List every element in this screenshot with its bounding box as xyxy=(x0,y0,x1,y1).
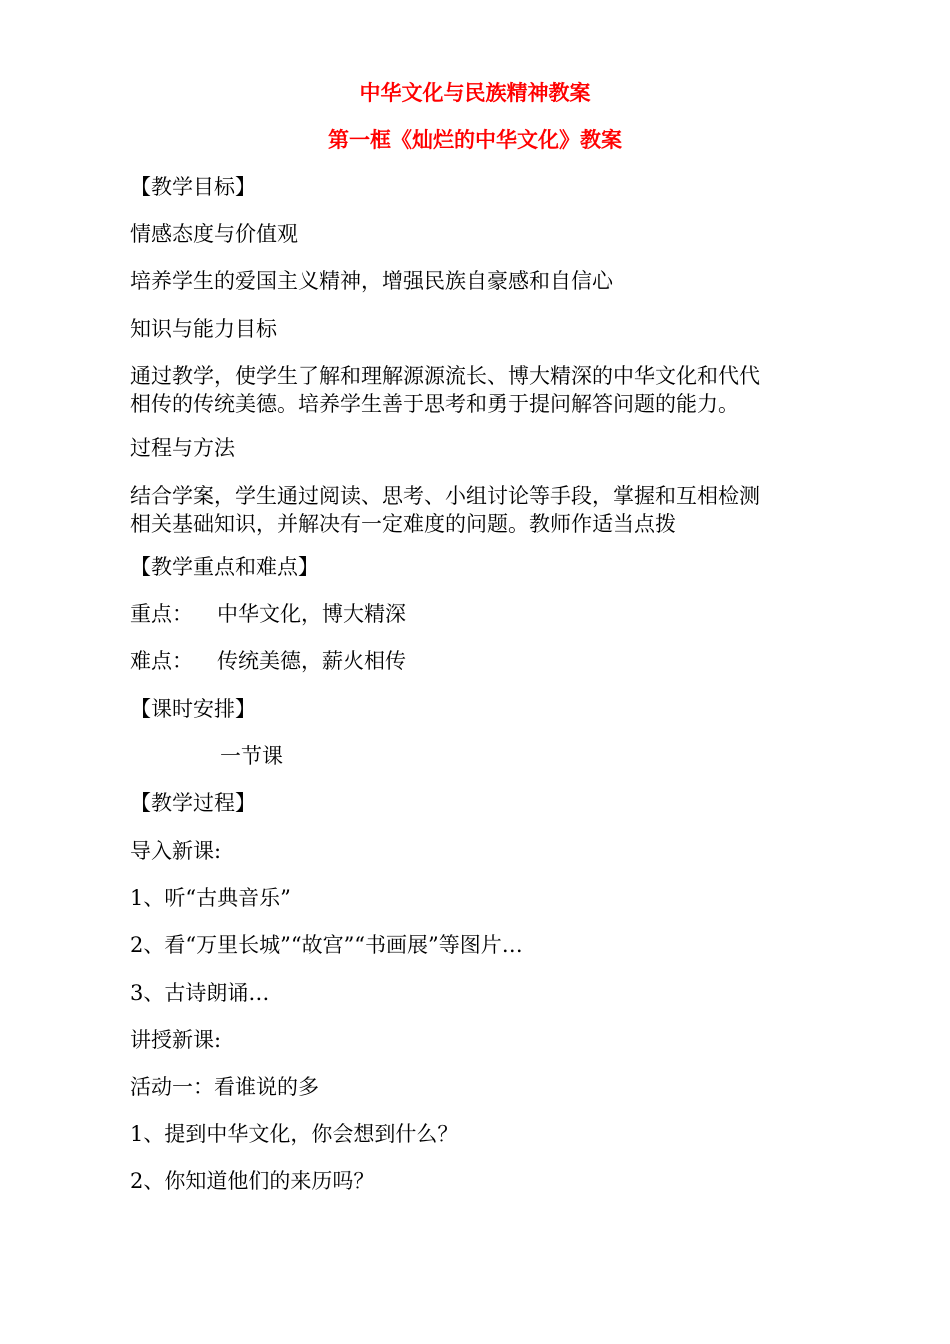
intro-header: 导入新课: xyxy=(130,839,222,863)
process-method-line: 结合学案，学生通过阅读、思考、小组讨论等手段，掌握和互相检测 xyxy=(130,484,760,508)
teaching-process-header: 【教学过程】 xyxy=(130,791,256,815)
document-title: 中华文化与民族精神教案 xyxy=(359,81,591,105)
process-method-header: 过程与方法 xyxy=(130,436,235,460)
knowledge-text-line: 相传的传统美德。培养学生善于思考和勇于提问解答问题的能力。 xyxy=(130,392,739,416)
schedule-header: 【课时安排】 xyxy=(130,697,256,721)
lecture-header: 讲授新课: xyxy=(130,1028,222,1052)
intro-item: 1、听“古典音乐” xyxy=(130,886,291,910)
intro-item: 3、古诗朗诵… xyxy=(130,981,270,1005)
difficulty-row xyxy=(130,647,406,675)
process-method-paragraph xyxy=(130,482,810,538)
activity-one-header: 活动一：看谁说的多 xyxy=(130,1075,319,1099)
activity-item: 2、你知道他们的来历吗？ xyxy=(130,1169,375,1193)
key-label: 重点： xyxy=(130,602,193,626)
emotion-header: 情感态度与价值观 xyxy=(130,222,298,246)
key-points-header: 【教学重点和难点】 xyxy=(130,555,319,579)
difficulty-label: 难点： xyxy=(130,649,193,673)
knowledge-paragraph xyxy=(130,362,810,418)
document-subtitle: 第一框《灿烂的中华文化》教案 xyxy=(328,128,622,152)
process-method-line: 相关基础知识，并解决有一定难度的问题。教师作适当点拨 xyxy=(130,512,676,536)
knowledge-text-line: 通过教学，使学生了解和理解源源流长、博大精深的中华文化和代代 xyxy=(130,364,760,388)
knowledge-header: 知识与能力目标 xyxy=(130,317,277,341)
activity-item: 1、提到中华文化，你会想到什么？ xyxy=(130,1122,459,1146)
objectives-header: 【教学目标】 xyxy=(130,175,256,199)
schedule-value: 一节课 xyxy=(220,744,283,768)
intro-item: 2、看“万里长城”“故宫”“书画展”等图片… xyxy=(130,933,523,957)
emotion-text: 培养学生的爱国主义精神，增强民族自豪感和自信心 xyxy=(130,269,613,293)
key-value: 中华文化，博大精深 xyxy=(217,602,406,626)
difficulty-value: 传统美德，薪火相传 xyxy=(217,649,406,673)
key-point-row xyxy=(130,600,406,628)
